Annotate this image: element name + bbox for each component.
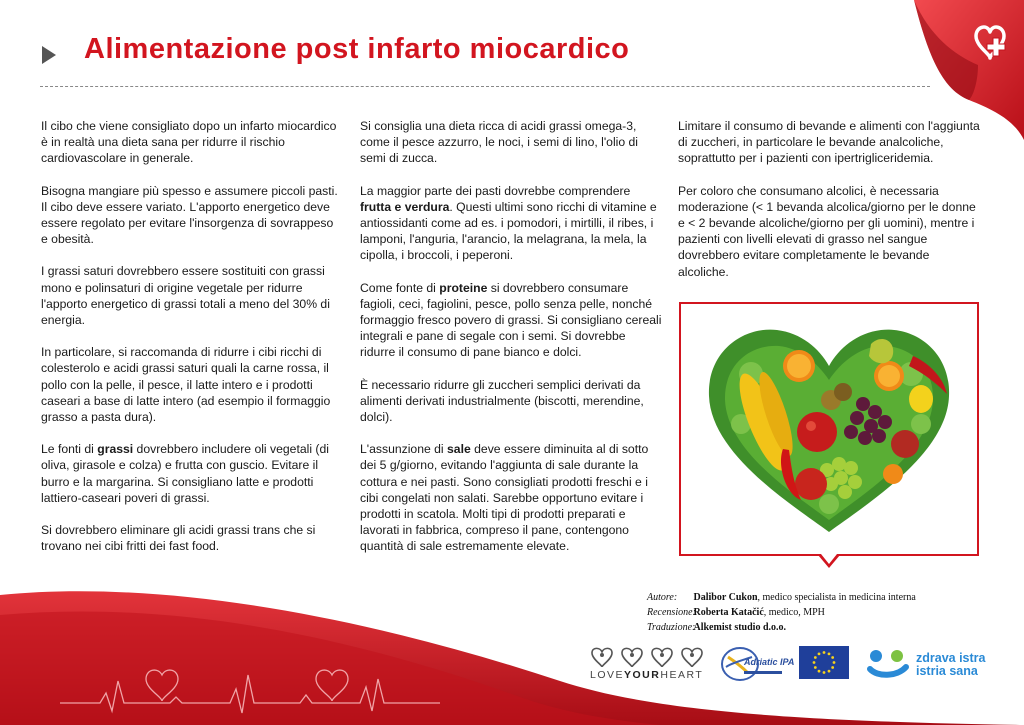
zdrava-istra-logo: [867, 647, 909, 683]
paragraph-text: dovrebbero includere oli vegetali (di oliva, girasole e colza) e frutta con guscio. Evitare il burro e la margarina. Si consigliano latte e prodotti lattiero-caseari poveri di grassi.: [41, 442, 329, 505]
paragraph: Limitare il consumo di bevande e alimenti con l'aggiunta di zuccheri, in particolare le bevande analcoliche, soprattutto per i pazienti con ipertrigliceridemia.: [678, 119, 980, 166]
paragraph-text: deve essere diminuita al di sotto dei 5 g/giorno, evitando l'aggiunta di sale durante la cottura e nei pasti. Sono consigliati prodotti freschi e i cibi congelati non salati. Sarebbe opportuno evitare i prodotti in scatola. Molti tipi di prodotti preparati e lavorati in fabbrica, compreso il pane, contengono quantità di sale estremamente elevate.: [360, 442, 649, 554]
keyword-grassi: grassi: [97, 442, 134, 457]
credit-author: [647, 590, 916, 605]
fruit-heart-photo-frame: [679, 302, 979, 556]
keyword-frutta-verdura: frutta e verdura: [360, 199, 450, 214]
logo-text: YOUR: [624, 669, 661, 681]
paragraph-text: si dovrebbero consumare fagioli, ceci, fagiolini, pesce, pollo senza pelle, nonché formaggio fresco povero di grassi. Si consigliano cereali integrali e pane di segale con i semi. Si dovrebbe ridurre il consumo di pane bianco e dolci.: [360, 280, 662, 360]
eu-star-icon: [813, 661, 816, 664]
logo-text: istria sana: [916, 664, 978, 678]
credit-label: Traduzione:: [647, 622, 696, 633]
logo-text: LOVE: [590, 669, 625, 681]
title-arrow-icon: [42, 46, 56, 64]
love-your-heart-wordmark: [590, 669, 703, 681]
paragraph: [41, 441, 343, 506]
credit-label: Autore:: [647, 592, 678, 603]
paragraph: Si dovrebbero eliminare gli acidi grassi trans che si trovano nei cibi fritti dei fast food.: [41, 523, 316, 554]
paragraph: In particolare, si raccomanda di ridurre i cibi ricchi di colesterolo e acidi grassi saturi quali la carne rossa, il pollo con la pelle, il pesce, il latte intero e i prodotti caseari a base di latte intero (ad esempio il formaggio grasso a pasta dura).: [41, 345, 331, 425]
credit-name: Dalibor Cukon: [693, 592, 758, 603]
title-divider: [40, 86, 930, 87]
adriatic-ipa-logo: [718, 643, 795, 685]
page-title: Alimentazione post infarto miocardico: [84, 33, 630, 65]
credit-role: , medico, MPH: [763, 607, 825, 618]
paragraph-text: L'assunzione di: [360, 442, 448, 457]
credit-name: Roberta Katačić: [693, 607, 764, 618]
eu-star-icon: [814, 666, 817, 669]
eu-flag-logo: [799, 646, 849, 679]
logo-text: HEART: [660, 669, 704, 681]
text-column-1: [41, 118, 343, 570]
credit-review: [647, 605, 916, 620]
paragraph: I grassi saturi dovrebbero essere sostituiti con grassi mono e polinsaturi di origine vegetale per ridurre l'apporto energetico di grassi totali a meno del 30% di energia.: [41, 264, 330, 328]
eu-star-icon: [828, 652, 831, 655]
logo-text: zdrava istra: [916, 651, 986, 665]
credit-name: Alkemist studio d.o.o.: [693, 622, 787, 633]
credit-label: Recensione:: [647, 607, 696, 618]
eu-star-icon: [823, 651, 826, 654]
eu-star-icon: [814, 656, 817, 659]
text-column-3: [678, 118, 980, 296]
paragraph-text: Le fonti di: [41, 442, 98, 457]
paragraph-text: . Questi ultimi sono ricchi di vitamine e antiossidanti come ad es. i pomodori, i mirtilli, il ribes, i lamponi, l'anguria, l'arancio, la melagrana, la mela, la cipolla, i broccoli, i peperoni.: [360, 199, 657, 263]
paragraph: Si consiglia una dieta ricca di acidi grassi omega-3, come il pesce azzurro, le noci, i semi di lino, l'olio di semi di zucca.: [360, 119, 639, 166]
eu-star-icon: [823, 671, 826, 674]
paragraph: Bisogna mangiare più spesso e assumere piccoli pasti. Il cibo deve essere variato. L'apporto energetico deve essere regolato per evitare l'insorgenza di sovrappeso e obesità.: [41, 183, 338, 247]
photo-pointer-inner: [821, 554, 837, 564]
paragraph: [360, 183, 662, 264]
paragraph: Il cibo che viene consigliato dopo un infarto miocardico è in realtà una dieta sana per ridurre il rischio cardiovascolare in generale.: [41, 119, 337, 166]
credit-role: , medico specialista in medicina interna: [757, 592, 916, 603]
credits: [647, 590, 916, 635]
paragraph: È necessario ridurre gli zuccheri semplici derivati da alimenti derivati industrialmente (biscotti, merendine, dolci).: [360, 377, 644, 425]
keyword-proteine: proteine: [439, 280, 488, 295]
adriatic-logo-text: Adriatic IPA: [744, 657, 795, 667]
eu-star-icon: [833, 661, 836, 664]
paragraph: Per coloro che consumano alcolici, è necessaria moderazione (< 1 bevanda alcolica/giorno per le donne e < 2 bevande alcoliche/giorno per gli uomini), mentre i pazienti con livelli elevati di grasso nel sangue dovrebbero evitare completamente le bevande alcoliche.: [678, 183, 976, 279]
paragraph-text: La maggior parte dei pasti dovrebbe comprendere: [360, 183, 631, 198]
eu-star-icon: [831, 666, 834, 669]
eu-star-icon: [828, 670, 831, 673]
keyword-sale: sale: [447, 442, 471, 457]
eu-star-icon: [818, 670, 821, 673]
credit-translation: [647, 620, 916, 635]
paragraph: [360, 441, 662, 554]
paragraph: [360, 280, 662, 361]
eu-star-icon: [831, 656, 834, 659]
text-column-2: [360, 118, 662, 571]
zdrava-istra-wordmark: [916, 652, 985, 678]
paragraph-text: Come fonte di: [360, 280, 440, 295]
fruit-vegetable-heart-image: [681, 304, 977, 554]
eu-star-icon: [818, 652, 821, 655]
